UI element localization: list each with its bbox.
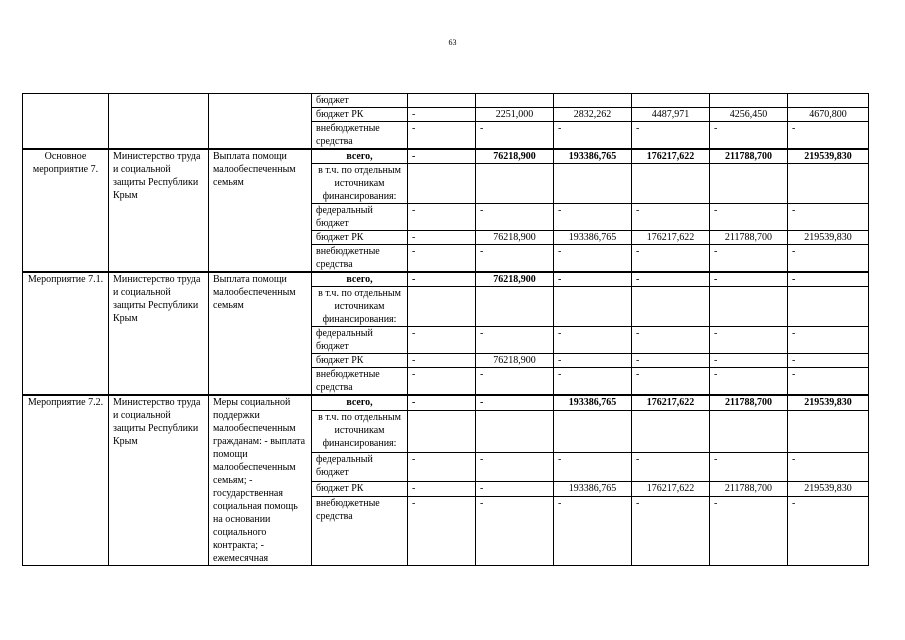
value-cell: 76218,900: [476, 149, 554, 164]
funding-table: [22, 93, 869, 566]
measure-name: Мероприятие 7.2.: [23, 395, 109, 566]
value-cell: 76218,900: [476, 354, 554, 368]
value-cell: 219539,830: [788, 149, 869, 164]
value-cell: 176217,622: [632, 231, 710, 245]
value-cell: 4670,800: [788, 108, 869, 122]
value-cell: -: [408, 354, 476, 368]
measure-description: Выплата помощи малообеспеченным семьям: [209, 272, 312, 395]
value-cell: -: [632, 327, 710, 354]
value-cell: -: [554, 354, 632, 368]
value-cell: 2832,262: [554, 108, 632, 122]
value-cell: -: [788, 122, 869, 150]
value-cell: -: [408, 149, 476, 164]
value-cell: -: [408, 482, 476, 497]
value-cell: -: [632, 497, 710, 566]
value-cell: -: [710, 204, 788, 231]
measure-description: Меры социальной поддержки малообеспеченным гражданам: - выплата помощи малообеспеченным семьям; - государственная социальная помощь на основании социального контракта; - ежемесячная: [209, 395, 312, 566]
value-cell: 176217,622: [632, 482, 710, 497]
value-cell: -: [788, 272, 869, 287]
source-label: всего,: [312, 149, 408, 164]
source-label: внебюджетные средства: [312, 368, 408, 396]
page-number: 63: [448, 38, 457, 47]
value-cell: -: [788, 354, 869, 368]
value-cell: -: [554, 245, 632, 273]
source-label: в т.ч. по отдельным источникам финансирования:: [312, 164, 408, 204]
value-cell: -: [710, 453, 788, 482]
value-cell: 176217,622: [632, 395, 710, 410]
value-cell: -: [408, 395, 476, 410]
value-cell: -: [408, 368, 476, 396]
source-label: всего,: [312, 272, 408, 287]
value-cell: -: [710, 272, 788, 287]
value-cell: -: [788, 368, 869, 396]
value-cell: 4487,971: [632, 108, 710, 122]
value-cell: -: [476, 482, 554, 497]
value-cell: -: [476, 122, 554, 150]
value-cell: -: [408, 108, 476, 122]
value-cell: 4256,450: [710, 108, 788, 122]
value-cell: -: [632, 272, 710, 287]
value-cell: -: [632, 453, 710, 482]
value-cell: 193386,765: [554, 395, 632, 410]
value-cell: 193386,765: [554, 482, 632, 497]
value-cell: 193386,765: [554, 149, 632, 164]
value-cell: -: [476, 453, 554, 482]
value-cell: 76218,900: [476, 272, 554, 287]
value-cell: 211788,700: [710, 231, 788, 245]
source-label: внебюджетные средства: [312, 497, 408, 566]
measure-name: Мероприятие 7.1.: [23, 272, 109, 395]
value-cell: -: [408, 497, 476, 566]
value-cell: -: [632, 245, 710, 273]
value-cell: 2251,000: [476, 108, 554, 122]
source-label: в т.ч. по отдельным источникам финансирования:: [312, 287, 408, 327]
source-label: федеральный бюджет: [312, 453, 408, 482]
value-cell: -: [408, 204, 476, 231]
value-cell: -: [554, 122, 632, 150]
value-cell: -: [554, 497, 632, 566]
value-cell: -: [554, 204, 632, 231]
table-row: [23, 94, 869, 108]
source-label: внебюджетные средства: [312, 245, 408, 273]
value-cell: -: [788, 204, 869, 231]
source-label: бюджет: [312, 94, 408, 108]
value-cell: 76218,900: [476, 231, 554, 245]
table-row: [23, 395, 869, 410]
value-cell: -: [476, 327, 554, 354]
value-cell: -: [408, 245, 476, 273]
source-label: федеральный бюджет: [312, 204, 408, 231]
value-cell: -: [788, 245, 869, 273]
source-label: федеральный бюджет: [312, 327, 408, 354]
value-cell: -: [408, 122, 476, 150]
value-cell: -: [632, 204, 710, 231]
measure-description: Выплата помощи малообеспеченным семьям: [209, 149, 312, 272]
executor: Министерство труда и социальной защиты Республики Крым: [109, 395, 209, 566]
source-label: в т.ч. по отдельным источникам финансирования:: [312, 410, 408, 453]
value-cell: -: [408, 327, 476, 354]
value-cell: 219539,830: [788, 231, 869, 245]
value-cell: 211788,700: [710, 482, 788, 497]
table-row: [23, 149, 869, 164]
source-label: внебюджетные средства: [312, 122, 408, 150]
table-row: [23, 272, 869, 287]
value-cell: -: [632, 354, 710, 368]
value-cell: -: [476, 204, 554, 231]
value-cell: -: [476, 368, 554, 396]
value-cell: 211788,700: [710, 395, 788, 410]
value-cell: -: [408, 272, 476, 287]
value-cell: 211788,700: [710, 149, 788, 164]
value-cell: -: [632, 122, 710, 150]
value-cell: -: [788, 497, 869, 566]
value-cell: -: [710, 327, 788, 354]
measure-name: Основное мероприятие 7.: [23, 149, 109, 272]
value-cell: -: [710, 245, 788, 273]
value-cell: -: [554, 453, 632, 482]
value-cell: 193386,765: [554, 231, 632, 245]
value-cell: 176217,622: [632, 149, 710, 164]
value-cell: -: [710, 368, 788, 396]
value-cell: -: [408, 231, 476, 245]
executor: Министерство труда и социальной защиты Республики Крым: [109, 272, 209, 395]
value-cell: -: [632, 368, 710, 396]
value-cell: -: [710, 497, 788, 566]
value-cell: -: [476, 395, 554, 410]
source-label: всего,: [312, 395, 408, 410]
value-cell: -: [710, 122, 788, 150]
executor: Министерство труда и социальной защиты Республики Крым: [109, 149, 209, 272]
value-cell: -: [788, 327, 869, 354]
value-cell: 219539,830: [788, 482, 869, 497]
source-label: бюджет РК: [312, 482, 408, 497]
value-cell: -: [554, 327, 632, 354]
source-label: бюджет РК: [312, 354, 408, 368]
source-label: бюджет РК: [312, 231, 408, 245]
value-cell: 219539,830: [788, 395, 869, 410]
value-cell: -: [476, 245, 554, 273]
value-cell: -: [554, 272, 632, 287]
value-cell: -: [408, 453, 476, 482]
value-cell: -: [554, 368, 632, 396]
value-cell: -: [476, 497, 554, 566]
source-label: бюджет РК: [312, 108, 408, 122]
value-cell: -: [710, 354, 788, 368]
value-cell: -: [788, 453, 869, 482]
